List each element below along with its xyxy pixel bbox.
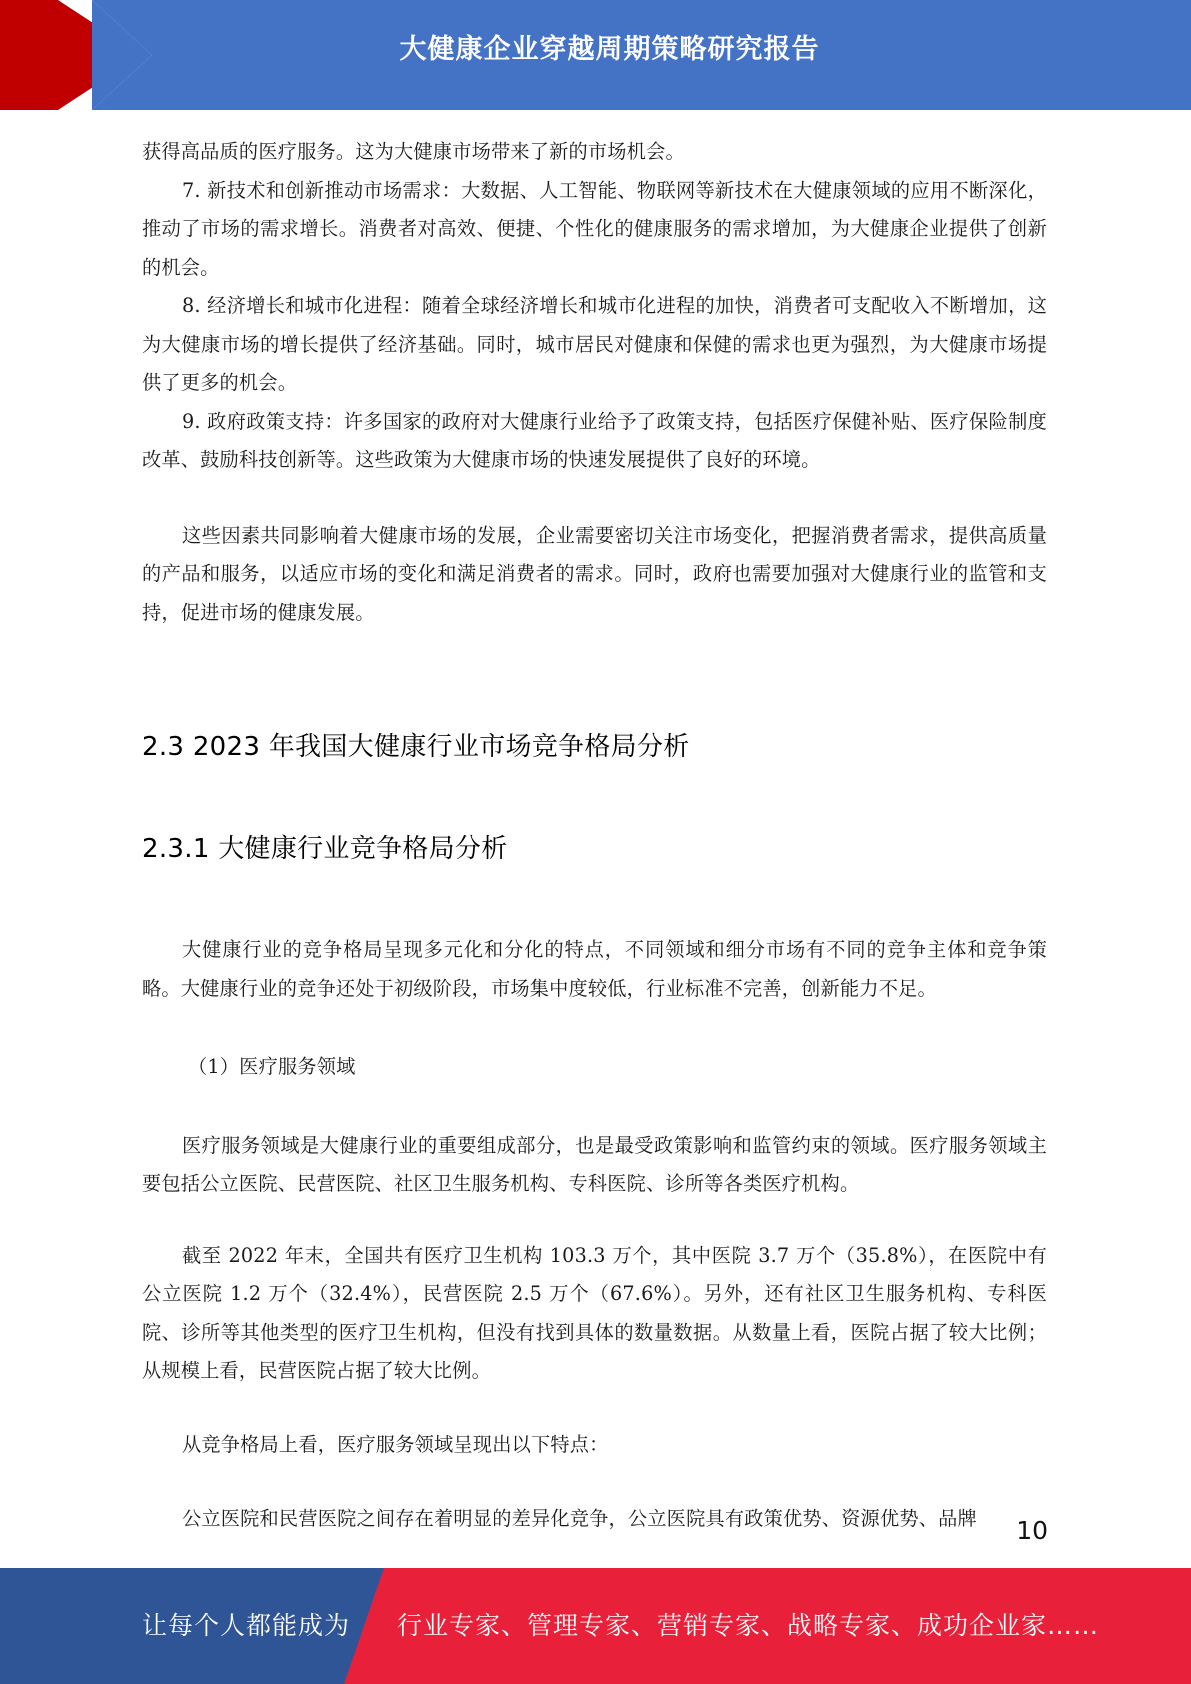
footer-slogan-right: 行业专家、管理专家、营销专家、战略专家、成功企业家…… [397, 1611, 1100, 1640]
page-header [0, 0, 1191, 110]
paragraph-item-9: 9. 政府政策支持：许多国家的政府对大健康行业给予了政策支持，包括医疗保健补贴、医疗保险制度改革、鼓励科技创新等。这些政策为大健康市场的快速发展提供了良好的环境。 [142, 409, 1047, 471]
paragraph-intro: 大健康行业的竞争格局呈现多元化和分化的特点，不同领域和细分市场有不同的竞争主体和竞争策略。大健康行业的竞争还处于初级阶段，市场集中度较低，行业标准不完善，创新能力不足。 [142, 938, 1047, 1000]
paragraph-statistics: 截至 2022 年末，全国共有医疗卫生机构 103.3 万个，其中医院 3.7 万个（35.8%），在医院中有公立医院 1.2 万个（32.4%），民营医院 2.5 万个（67.6%）。另外，还有社区卫生服务机构、专科医院、诊所等其他类型的医疗卫生机构，但没有找到具体的数量数据。从数量上看，医院占据了较大比例；从规模上看，民营医院占据了较大比例。 [142, 1243, 1047, 1382]
page-footer [0, 1568, 1191, 1684]
paragraph-features: 从竞争格局上看，医疗服务领域呈现出以下特点： [182, 1432, 609, 1456]
report-title: 大健康企业穿越周期策略研究报告 [399, 34, 820, 65]
paragraph-last: 公立医院和民营医院之间存在着明显的差异化竞争，公立医院具有政策优势、资源优势、品牌 [182, 1507, 977, 1530]
page-number: 10 [1016, 1516, 1048, 1545]
paragraph-medical-services: 医疗服务领域是大健康行业的重要组成部分，也是最受政策影响和监管约束的领域。医疗服务领域主要包括公立医院、民营医院、社区卫生服务机构、专科医院、诊所等各类医疗机构。 [142, 1133, 1047, 1195]
paragraph-item-7: 7. 新技术和创新推动市场需求：大数据、人工智能、物联网等新技术在大健康领域的应用不断深化，推动了市场的需求增长。消费者对高效、便捷、个性化的健康服务的需求增加，为大健康企业提供了创新的机会。 [142, 178, 1047, 279]
footer-slogan-left: 让每个人都能成为 [142, 1611, 351, 1640]
page-content [142, 133, 1047, 1539]
paragraph-item-8: 8. 经济增长和城市化进程：随着全球经济增长和城市化进程的加快，消费者可支配收入不断增加，这为大健康市场的增长提供了经济基础。同时，城市居民对健康和保健的需求也更为强烈，为大健康市场提供了更多的机会。 [142, 294, 1047, 394]
subsection-label-medical-services: （1）医疗服务领域 [188, 1055, 356, 1078]
section-heading-2-3-1: 2.3.1 大健康行业竞争格局分析 [142, 834, 508, 864]
section-heading-2-3: 2.3 2023 年我国大健康行业市场竞争格局分析 [142, 732, 690, 762]
paragraph-summary: 这些因素共同影响着大健康市场的发展，企业需要密切关注市场变化，把握消费者需求，提供高质量的产品和服务，以适应市场的变化和满足消费者的需求。同时，政府也需要加强对大健康行业的监管和支持，促进市场的健康发展。 [142, 523, 1047, 624]
paragraph-continued: 获得高品质的医疗服务。这为大健康市场带来了新的市场机会。 [142, 140, 685, 163]
